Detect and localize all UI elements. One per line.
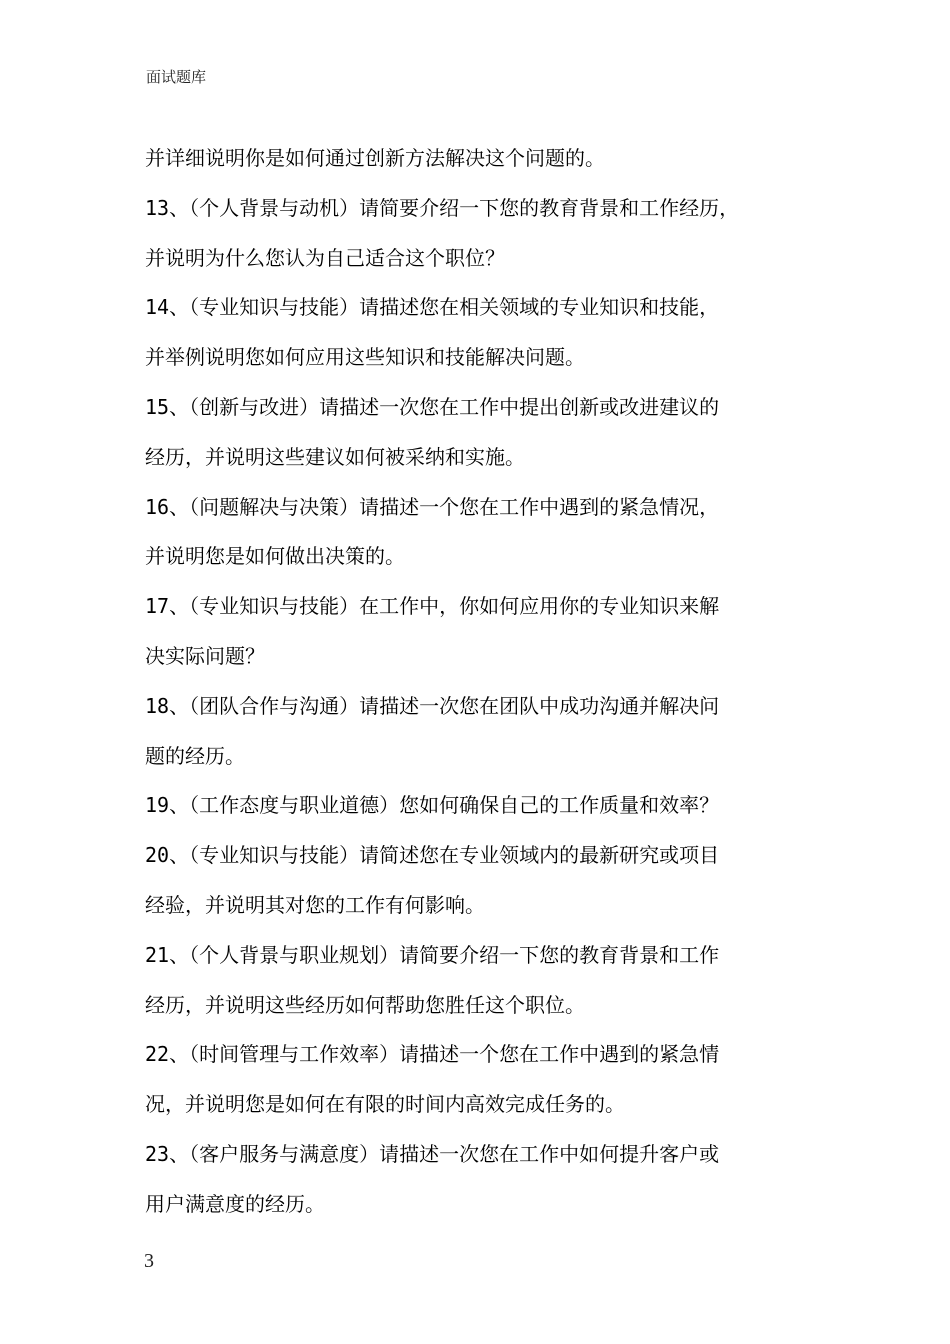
text-line: 17、（专业知识与技能）在工作中，你如何应用你的专业知识来解 <box>145 594 720 619</box>
text-line: 并说明您是如何做出决策的。 <box>145 544 405 569</box>
text-line: 22、（时间管理与工作效率）请描述一个您在工作中遇到的紧急情 <box>145 1042 720 1067</box>
text-line: 13、（个人背景与动机）请简要介绍一下您的教育背景和工作经历， <box>145 195 740 220</box>
text-line: 并详细说明你是如何通过创新方法解决这个问题的。 <box>145 146 605 170</box>
text-line: 19、（工作态度与职业道德）您如何确保自己的工作质量和效率？ <box>145 793 720 818</box>
text-line: 并举例说明您如何应用这些知识和技能解决问题。 <box>145 345 585 370</box>
text-line: 15、（创新与改进）请描述一次您在工作中提出创新或改进建议的 <box>145 394 720 419</box>
text-line: 14、（专业知识与技能）请描述您在相关领域的专业知识和技能， <box>145 295 720 320</box>
question-item <box>145 931 825 1031</box>
text-line: 经历，并说明这些建议如何被采纳和实施。 <box>145 444 525 469</box>
text-line: 经历，并说明这些经历如何帮助您胜任这个职位。 <box>145 992 585 1017</box>
text-line: 经验，并说明其对您的工作有何影响。 <box>145 892 485 917</box>
question-item <box>145 1030 825 1130</box>
text-line: 用户满意度的经历。 <box>145 1191 325 1216</box>
text-line: 21、（个人背景与职业规划）请简要介绍一下您的教育背景和工作 <box>145 942 720 967</box>
text-line: 20、（专业知识与技能）请简述您在专业领域内的最新研究或项目 <box>145 843 720 868</box>
question-item <box>145 134 825 184</box>
question-item <box>145 184 825 284</box>
text-line: 16、（问题解决与决策）请描述一个您在工作中遇到的紧急情况， <box>145 494 720 519</box>
question-item <box>145 831 825 931</box>
question-item <box>145 483 825 583</box>
page-number: 3 <box>144 1250 154 1272</box>
question-item <box>145 682 825 782</box>
question-list <box>145 134 825 1230</box>
text-line: 决实际问题？ <box>145 643 265 668</box>
text-line: 18、（团队合作与沟通）请描述一次您在团队中成功沟通并解决问 <box>145 693 720 718</box>
text-line: 题的经历。 <box>145 743 245 768</box>
question-item <box>145 383 825 483</box>
text-line: 23、（客户服务与满意度）请描述一次您在工作中如何提升客户或 <box>145 1141 720 1166</box>
question-item <box>145 1130 825 1230</box>
text-line: 并说明为什么您认为自己适合这个职位？ <box>145 245 505 270</box>
text-line: 况，并说明您是如何在有限的时间内高效完成任务的。 <box>145 1092 625 1117</box>
question-item <box>145 283 825 383</box>
page-header: 面试题库 <box>146 68 207 86</box>
question-item <box>145 781 825 831</box>
question-item <box>145 582 825 682</box>
